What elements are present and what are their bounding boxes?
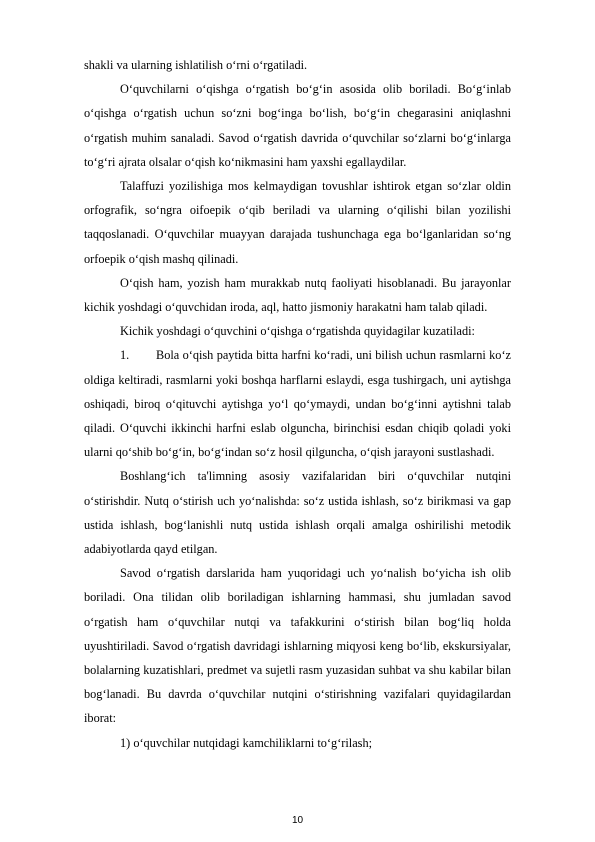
paragraph: O‘quvchilarni o‘qishga o‘rgatish bo‘g‘in asosida olib boriladi. Bo‘g‘inlab o‘qishga o‘rgatish uchun so‘zni bog‘inga bo‘lish, bo‘g‘in chegarasini aniqlashni o‘rgatish muhim sanaladi. Savod o‘rgatish davrida o‘quvchilar so‘zlarni bo‘g‘inlarga to‘g‘ri ajrata olsalar o‘qish ko‘nikmasini ham yaxshi egallaydilar. — [84, 82, 511, 169]
list-item-text: Bola o‘qish paytida bitta harfni ko‘radi, uni bilish uchun rasmlarni ko‘z oldiga keltiradi, rasmlarni yoki boshqa harflarni eslaydi, esga tushirgach, uni aytishga oshiqadi, biroq o‘qituvchi aytishga yo‘l qo‘ymaydi, undan bo‘g‘inni aytishni talab qiladi. O‘quvchi ikkinchi harfni eslab olguncha, birinchisi esdan chiqib qoladi yoki ularni qo‘shib bo‘g‘in, bo‘g‘indan so‘z hosil qilguncha, o‘qish jarayoni sustlashadi. — [84, 348, 511, 460]
paragraph: Kichik yoshdagi o‘quvchini o‘qishga o‘rgatishda quyidagilar kuzatiladi: — [120, 324, 475, 339]
paragraph: 1) o‘quvchilar nutqidagi kamchiliklarni to‘g‘rilash; — [120, 735, 373, 750]
paragraph-continuation: shakli va ularning ishlatilish o‘rni o‘rgatiladi. — [84, 58, 308, 72]
document-body — [84, 53, 511, 755]
paragraph: Savod o‘rgatish darslarida ham yuqoridagi uch yo‘nalish bo‘yicha ish olib boriladi. Ona tilidan olib boriladigan ishlarning hammasi, shu jumladan savod o‘rgatish ham o‘quvchilar nutqi va tafakkurini o‘stirish bilan bog‘liq holda uyushtiriladi. Savod o‘rgatish davridagi ishlarning miqyosi keng bo‘lib, ekskursiyalar, bolalarning kuzatishlari, predmet va sujetli rasm yuzasidan suhbat va shu kabilar bilan bog‘lanadi. Bu davrda o‘quvchilar nutqini o‘stirishning vazifalari quyidagilardan iborat: — [84, 566, 511, 726]
page-number: 10 — [291, 815, 304, 826]
paragraph: Boshlang‘ich ta'limning asosiy vazifalaridan biri o‘quvchilar nutqini o‘stirishdir. Nutq o‘stirish uch yo‘nalishda: so‘z ustida ishlash, so‘z birikmasi va gap ustida ishlash, bog‘lanishli nutq ustida ishlash orqali amalga oshirilishi metodik adabiyotlarda qayd etilgan. — [84, 469, 511, 557]
list-number: 1. — [120, 348, 130, 363]
paragraph: O‘qish ham, yozish ham murakkab nutq faoliyati hisoblanadi. Bu jarayonlar kichik yoshdagi o‘quvchidan iroda, aql, hatto jismoniy harakatni ham talab qiladi. — [84, 275, 511, 315]
paragraph: Talaffuzi yozilishiga mos kelmaydigan tovushlar ishtirok etgan so‘zlar oldin orfografik, so‘ngra oifoepik o‘qib beriladi va ularning o‘qilishi bilan yozilishi taqqoslanadi. O‘quvchilar muayyan darajada tushunchaga ega bo‘lganlaridan so‘ng orfoepik o‘qish mashq qilinadi. — [84, 179, 511, 266]
numbered-list-item — [84, 343, 511, 464]
